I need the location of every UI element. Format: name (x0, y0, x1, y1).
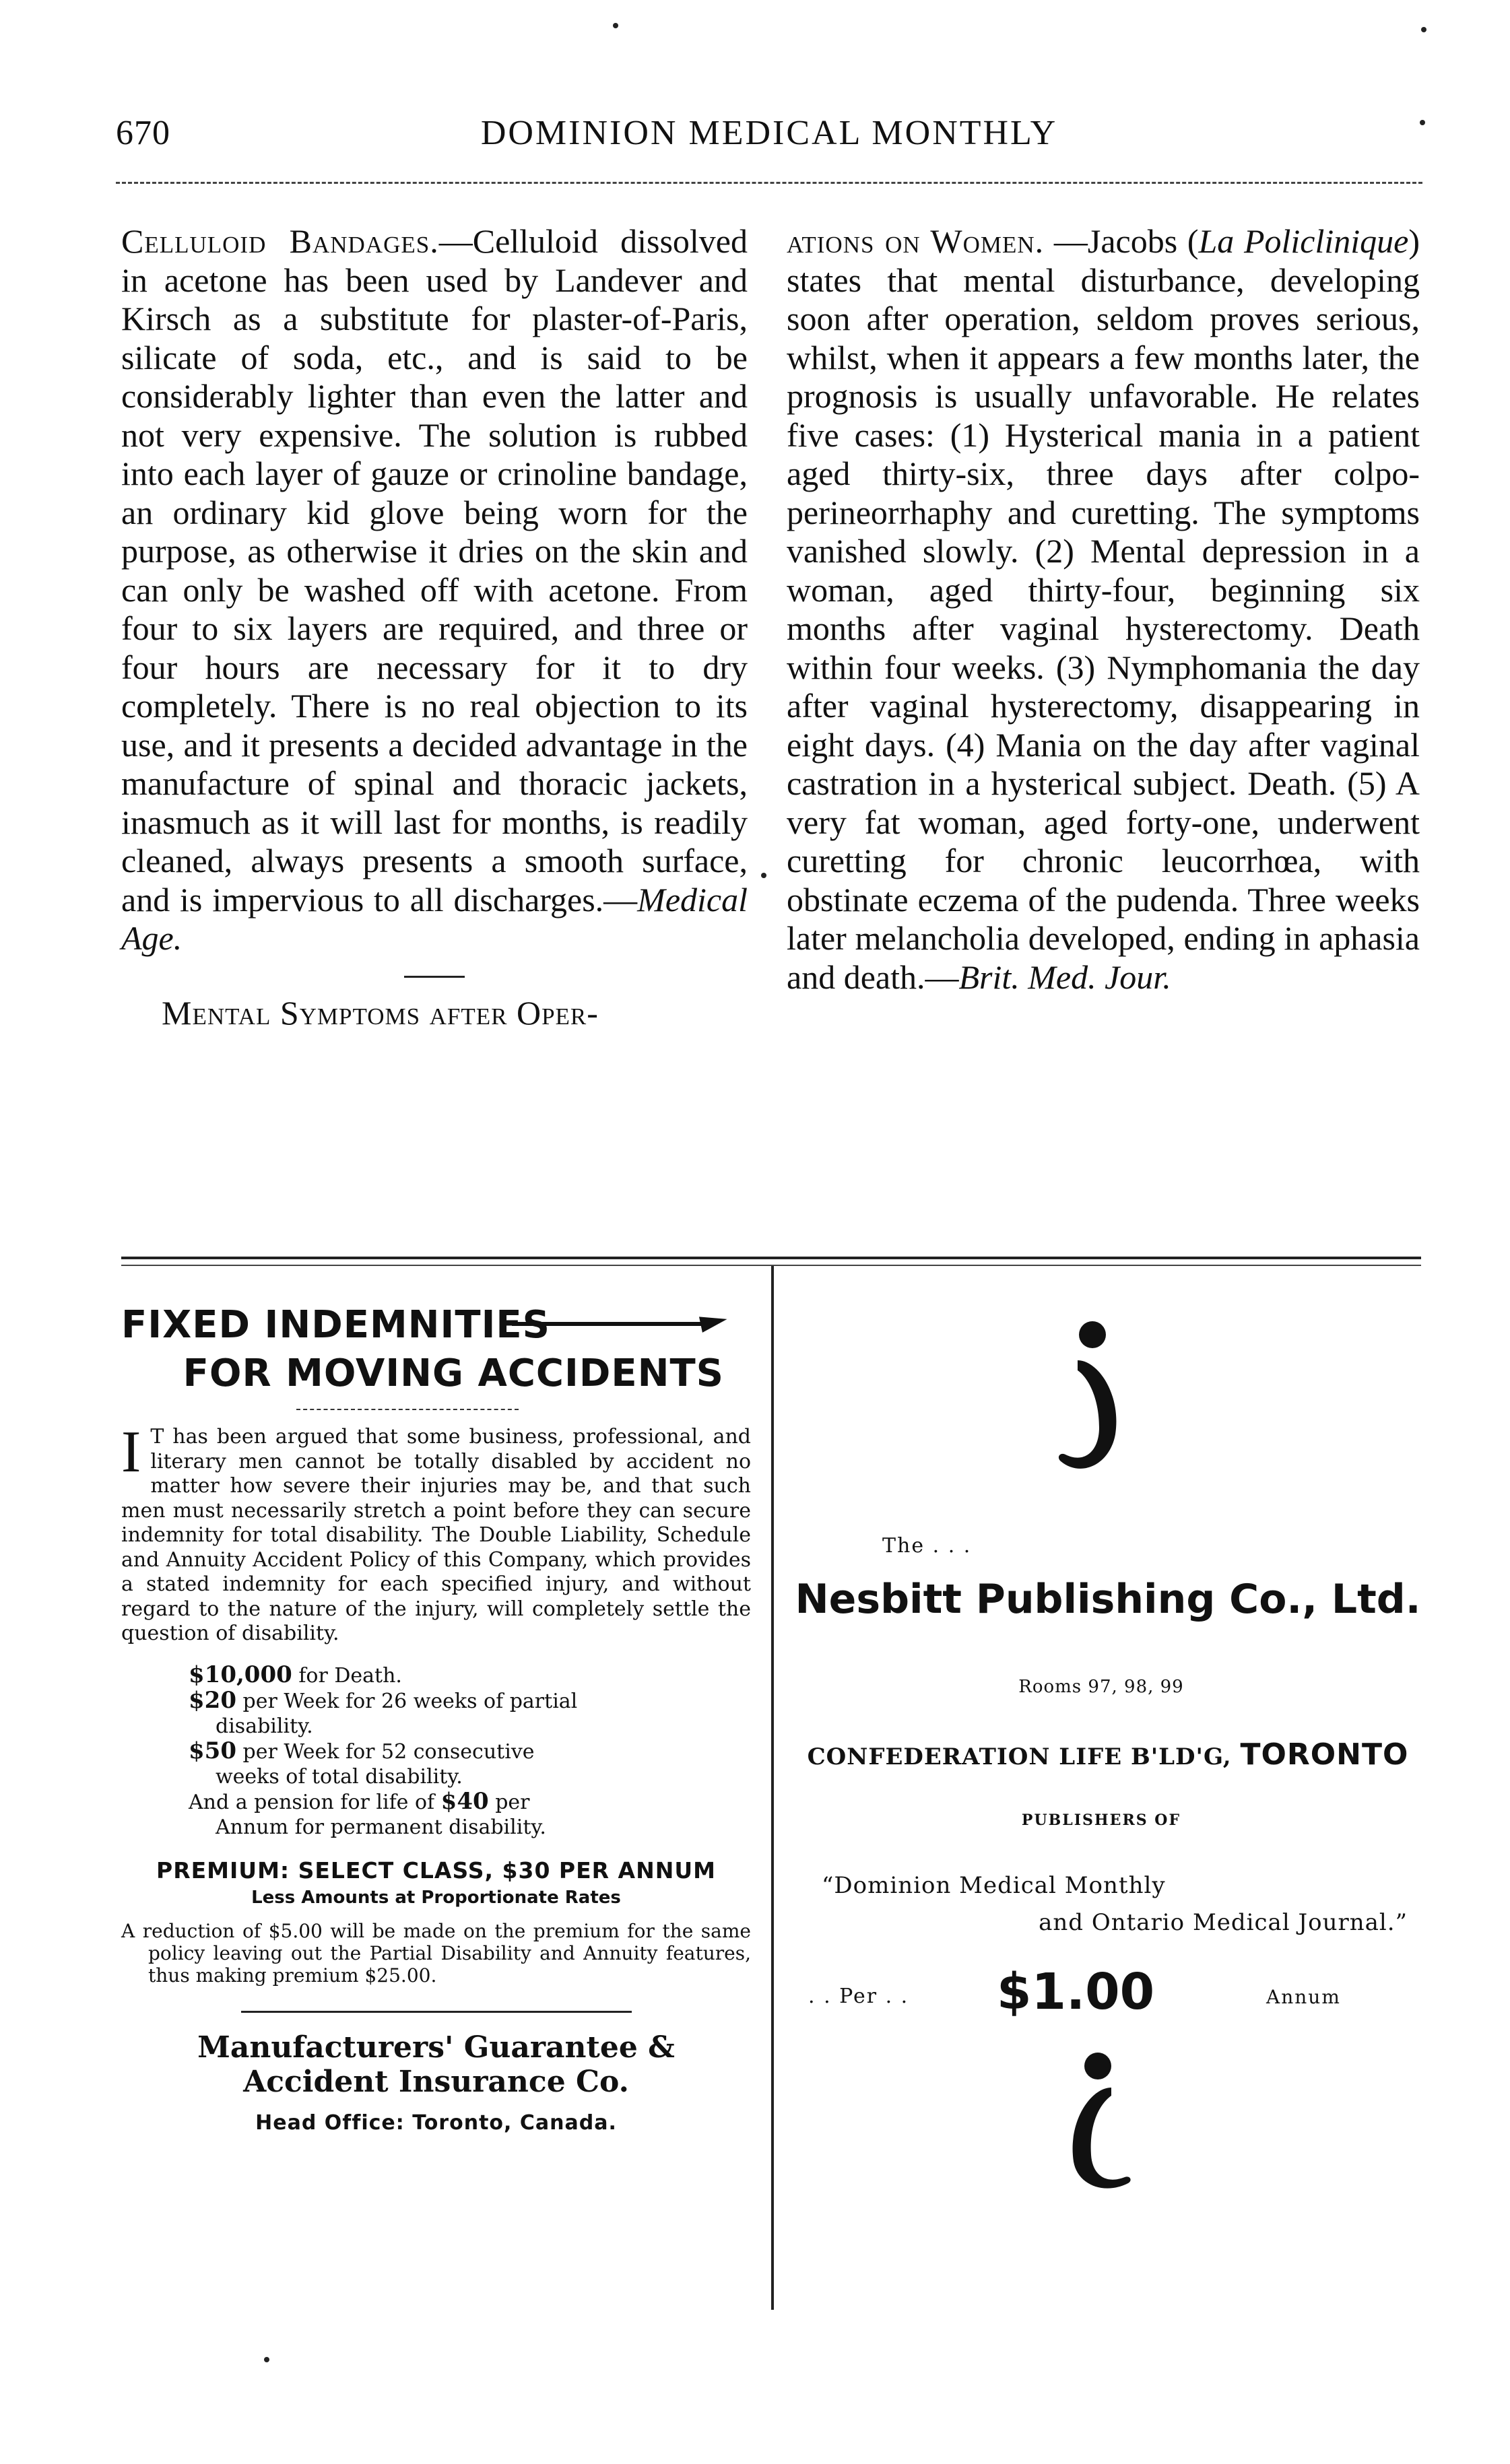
mental-article-title-part2: ations on Women. (787, 222, 1045, 260)
insurance-ad-body-text: T has been argued that some business, professional, and literary men cannot be totally disabled by accident no matter how severe their injuries may be, and that such men must necessarily stretch a point before they can secure indemnity for total disability. The Double Liability, Schedule and Annuity Accident Policy of this Company, which provides a stated indemnity for each specified injury, and without regard to the nature of the injury, will completely settle the question of disability. (121, 1425, 751, 1645)
insurance-ad-headline-1-text: FIXED INDEMNITIES (121, 1303, 550, 1347)
page-number: 670 (116, 114, 170, 152)
price-item: $20 per Week for 26 weeks of partial (189, 1686, 578, 1714)
price-item-cont: Annum for permanent disability. (216, 1815, 546, 1839)
price-per: . . Per . . (808, 1985, 909, 2008)
article-separator (404, 976, 465, 978)
mental-article-source-intro: La Policlinique (1198, 222, 1409, 260)
mental-article-body: ) states that mental disturbance, developing soon after operation, seldom proves serious, whilst, when it appears a few months later, the prognosis is usually unfavorable. He relates five cases: (1) Hysterical mania in a patient aged thirty-six, three days after colpo-perineorrhaphy and curetting. The symptoms vanished slowly. (2) Mental depression in a woman, aged thirty-four, beginning six months after vaginal hysterectomy. Death within four weeks. (3) Nymphomania the day after vaginal hysterectomy, disappearing in eight days. (4) Mania on the day after vaginal castration in a hysterical subject. Death. (5) A very fat woman, aged forty-one, underwent curetting for chronic leucorrhœa, with obstinate eczema of the pudenda. Three weeks later melancholia developed, ending in aphasia and death.— (787, 222, 1420, 996)
right-column (787, 222, 1420, 997)
mental-article (787, 222, 1420, 997)
publisher-the: The . . . (882, 1534, 972, 1558)
arrow-line (512, 1322, 714, 1326)
celluloid-article-source: Medical Age. (121, 880, 748, 957)
mental-article-title-part1: Mental Symptoms after Oper- (162, 993, 599, 1032)
price-item: And a pension for life of $40 per (189, 1787, 530, 1815)
insurance-ad-rule (241, 2011, 632, 2013)
ad-divider (771, 1266, 774, 2310)
ornament-top-icon (1051, 1320, 1138, 1481)
running-head (116, 113, 1422, 167)
celluloid-article-body: —Celluloid dissolved in acetone has been used by Landever and Kirsch as a substitute for plaster-of-Paris, silicate of soda, etc., and is said to be considerably lighter than even the latter and not very expensive. The solution is rubbed into each layer of gauze or crinoline bandage, an ordinary kid glove being worn for the purpose, as otherwise it dries on the skin and can only be washed off with acetone. From four to six layers are required, and three or four hours are necessary for it to dry completely. There is no real objection to its use, and it presents a decided advantage in the manufacture of spinal and thoracic jackets, inasmuch as it will last for months, is readily cleaned, always presents a smooth surface, and is impervious to all discharges.— (121, 222, 748, 919)
mental-article-intro: —Jacobs ( (1044, 222, 1199, 260)
insurance-company-name: Manufacturers' Guarantee & Accident Insurance Co. (197, 2030, 675, 2099)
speck (264, 2357, 269, 2362)
celluloid-article (121, 222, 748, 958)
publishers-of-label: PUBLISHERS OF (1021, 1811, 1181, 1829)
section-rule (121, 1257, 1421, 1259)
insurance-ad-headline-1 (121, 1303, 751, 1347)
price-item: $10,000 for Death. (189, 1661, 402, 1688)
mental-article-source: Brit. Med. Jour. (958, 958, 1171, 996)
speck (1421, 27, 1426, 32)
price-annum: Annum (1266, 1986, 1341, 2008)
speck (613, 23, 618, 28)
insurance-ad-dropcap: I (121, 1420, 141, 1485)
insurance-ad-less: Less Amounts at Proportionate Rates (251, 1887, 621, 1908)
insurance-ad-premium: PREMIUM: SELECT CLASS, $30 PER ANNUM (156, 1857, 716, 1884)
price-item-cont: disability. (216, 1714, 313, 1738)
price-amount: $1.00 (997, 1963, 1155, 2021)
ornament-bottom-icon (1051, 2034, 1138, 2195)
price-item-cont: weeks of total disability. (216, 1764, 463, 1789)
left-column (121, 222, 748, 1032)
arrow-icon (699, 1311, 729, 1333)
header-rule (116, 182, 1422, 184)
celluloid-article-title: Celluloid Bandages. (121, 222, 439, 260)
publisher-name: Nesbitt Publishing Co., Ltd. (795, 1576, 1421, 1623)
insurance-ad (121, 1303, 751, 2135)
insurance-ad-dash (296, 1409, 519, 1410)
insurance-ad-price-list (189, 1663, 751, 1840)
journal-title-line-1: “Dominion Medical Monthly (822, 1872, 1166, 1899)
subscription-price (795, 1963, 1421, 2024)
insurance-ad-reduction: A reduction of $5.00 will be made on the premium for the same policy leaving out the Partial Disability and Annuity features, thus making premium $25.00. (121, 1919, 751, 1987)
journal-title-line-2: and Ontario Medical Journal.” (1039, 1909, 1408, 1936)
publisher-city: TORONTO (1240, 1737, 1409, 1772)
speck (761, 873, 766, 878)
mental-article-title-start (121, 994, 748, 1033)
insurance-head-office: Head Office: Toronto, Canada. (255, 2110, 617, 2135)
insurance-ad-body (121, 1420, 751, 1646)
price-item: $50 per Week for 52 consecutive (189, 1737, 535, 1764)
speck (1420, 120, 1425, 125)
insurance-ad-headline-2: FOR MOVING ACCIDENTS (183, 1352, 724, 1395)
publisher-building: CONFEDERATION LIFE B'LD'G, (807, 1743, 1232, 1770)
publisher-rooms: Rooms 97, 98, 99 (1018, 1677, 1184, 1697)
publisher-address (795, 1737, 1421, 1772)
journal-title: DOMINION MEDICAL MONTHLY (480, 114, 1058, 152)
